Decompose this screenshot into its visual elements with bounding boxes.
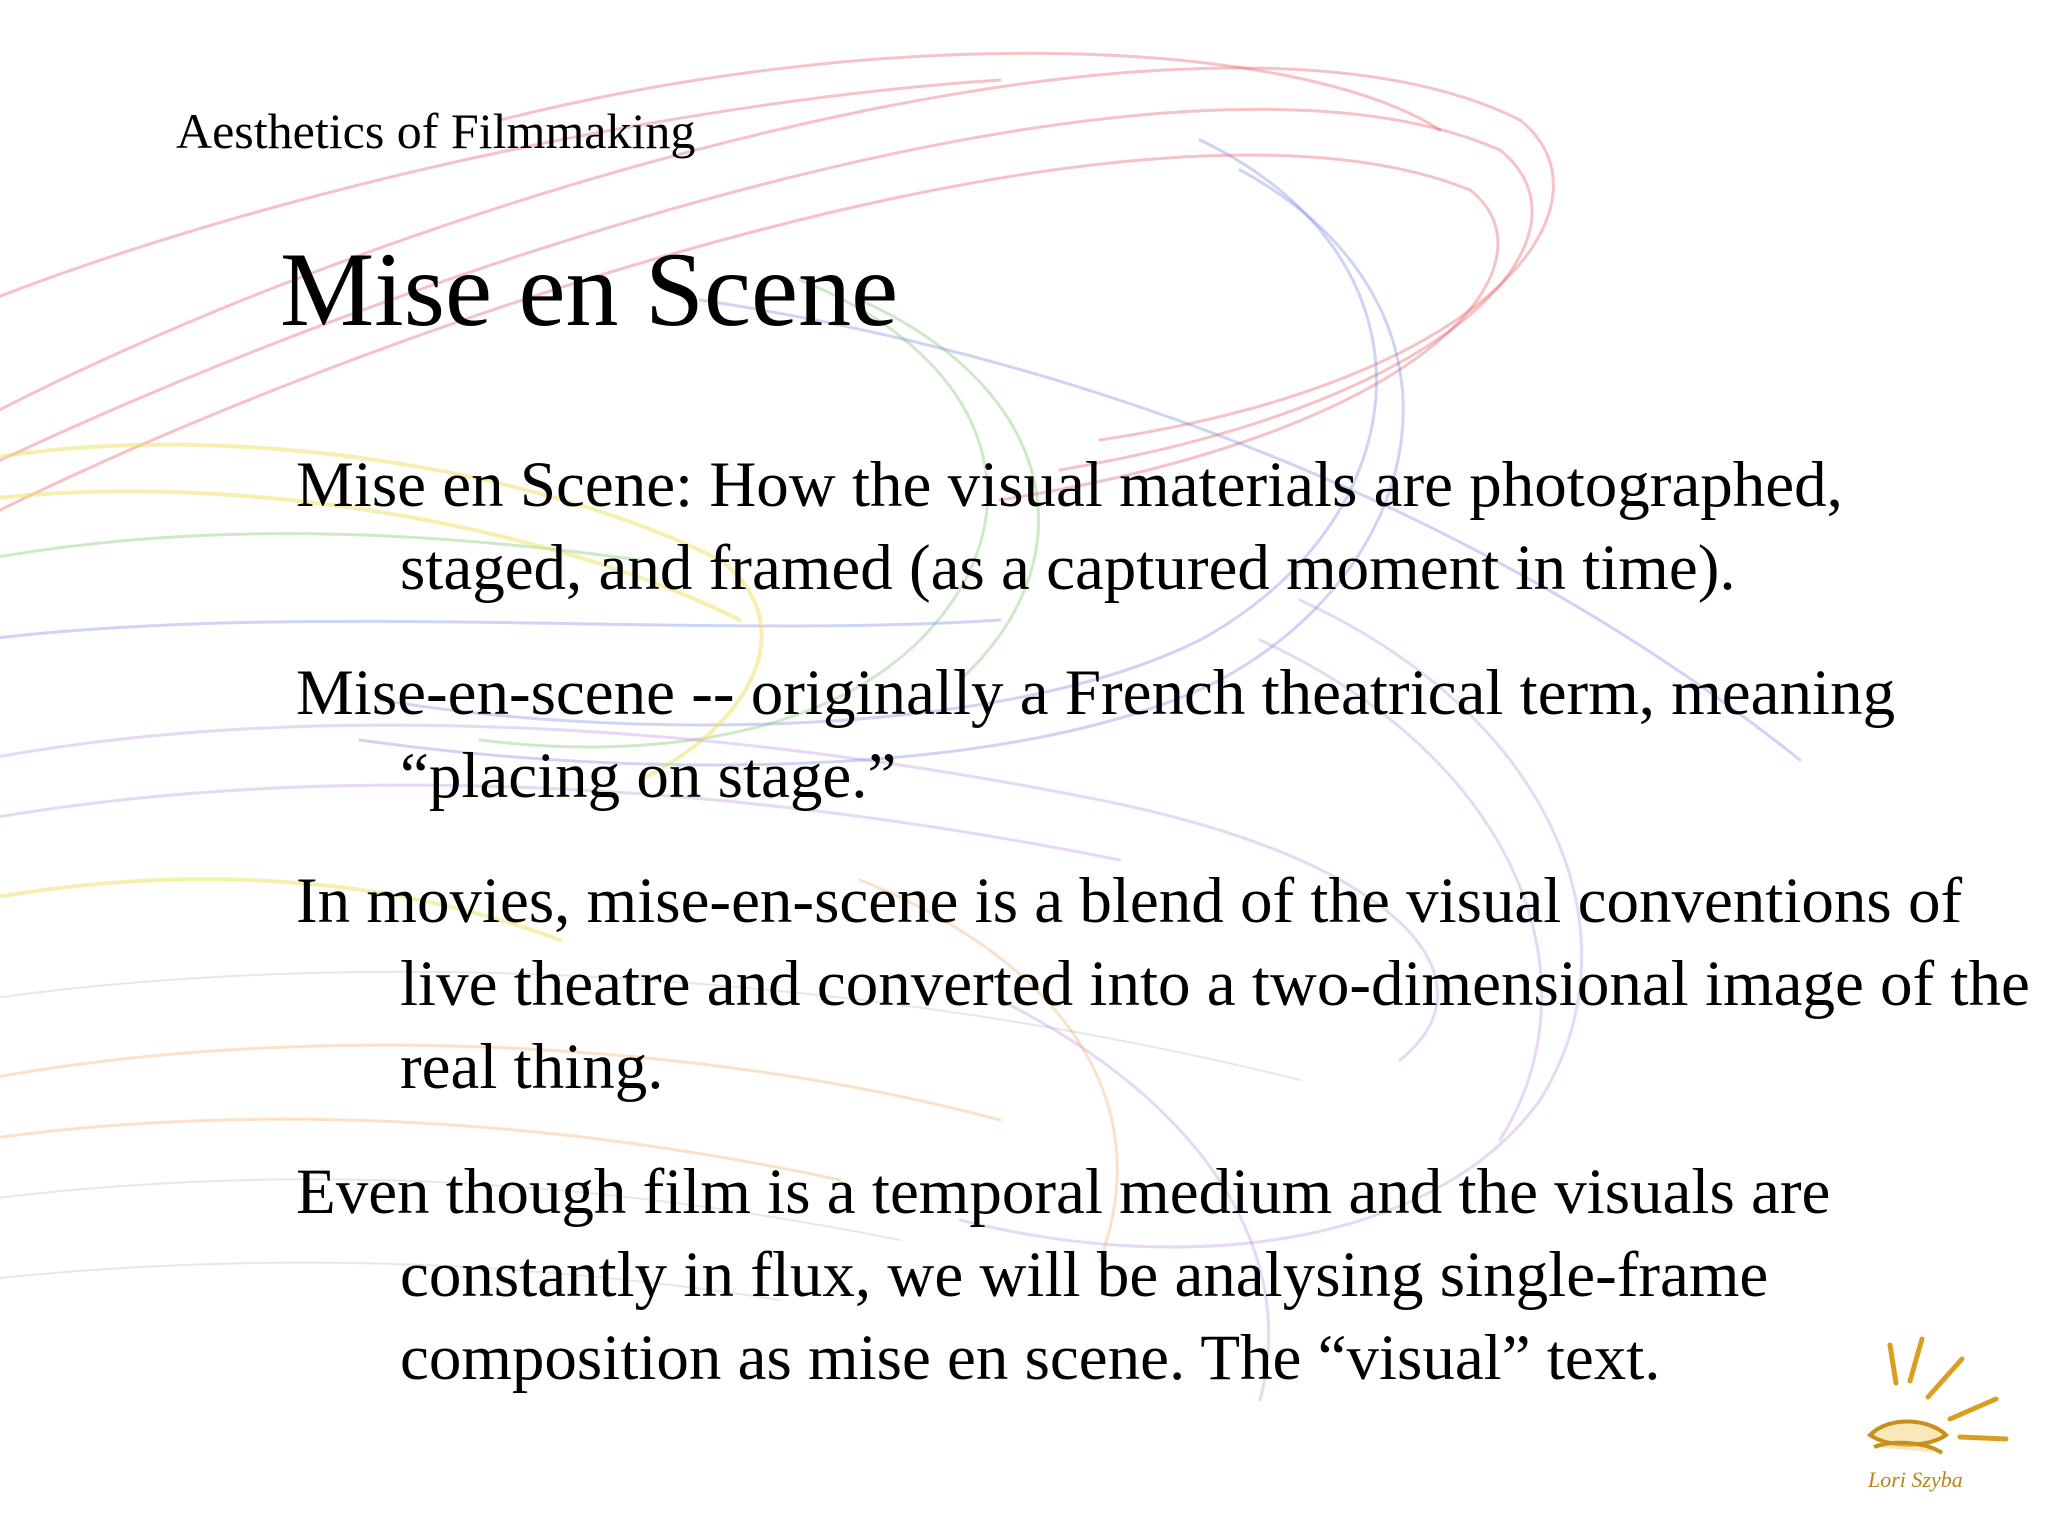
course-title: Aesthetics of Filmmaking	[176, 103, 696, 159]
bullet-item: In movies, mise-en-scene is a blend of the visual conventions of live theatre and converted into a two-dimensional image of the real thing.	[296, 865, 2030, 1103]
bullet-item: Even though film is a temporal medium and the visuals are constantly in flux, we will be analysing single-frame composition as mise en scene. The “visual” text.	[296, 1156, 1831, 1394]
bullet-item: Mise en Scene: How the visual materials are photographed, staged, and framed (as a captured moment in time).	[296, 449, 1843, 604]
bullet-item: Mise-en-scene -- originally a French theatrical term, meaning “placing on stage.”	[296, 657, 1896, 812]
slide-title: Mise en Scene	[280, 231, 899, 348]
logo-signature: Lori Szyba	[1868, 1467, 1963, 1492]
sun-signature-logo	[1850, 1335, 2020, 1505]
bullet-list	[296, 444, 2036, 1442]
